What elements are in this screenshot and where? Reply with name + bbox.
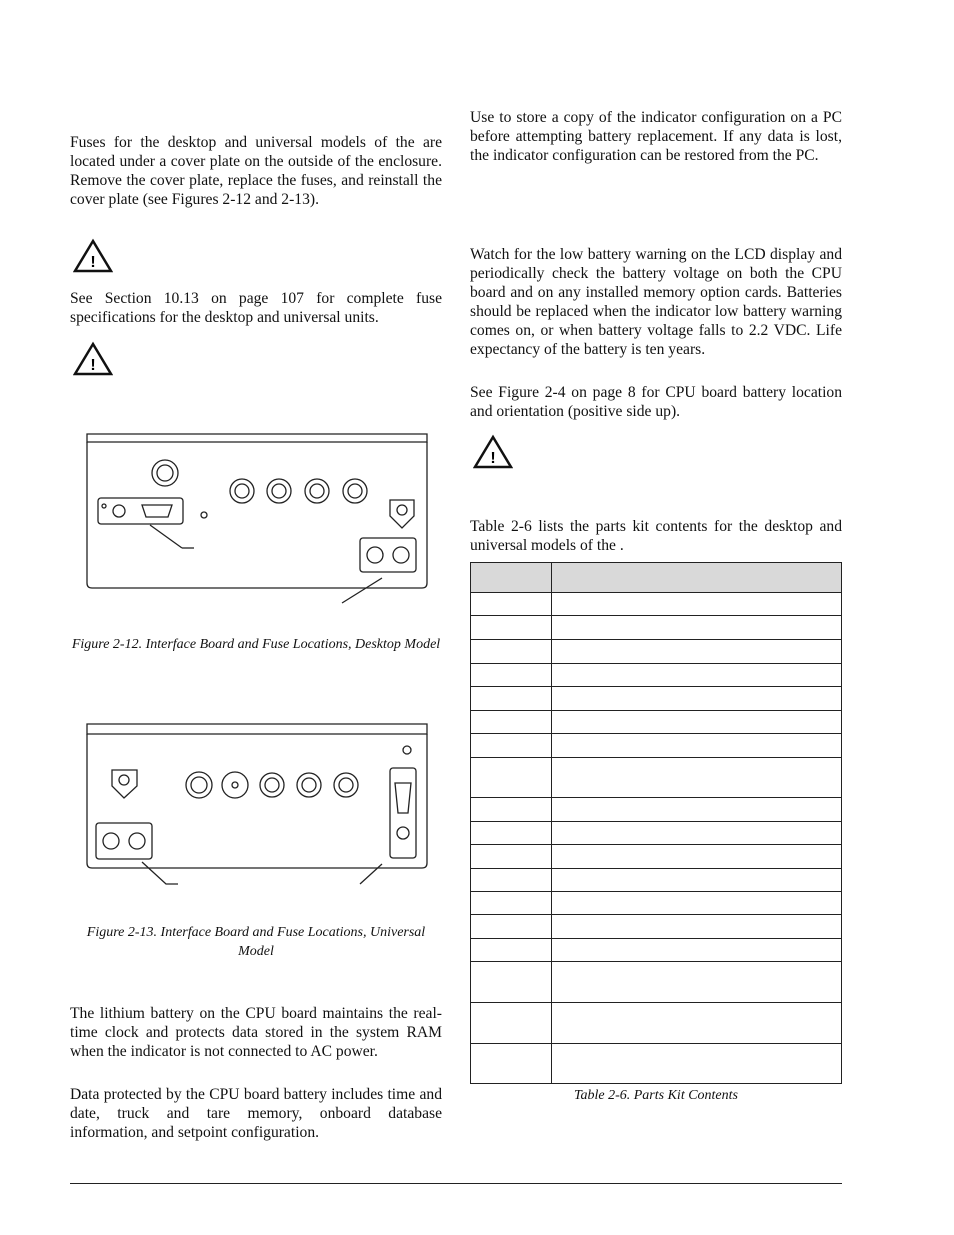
- desktop-model-figure: [82, 428, 432, 608]
- table-cell: [552, 593, 842, 616]
- table-row: [471, 1003, 842, 1044]
- table-cell: [471, 822, 552, 845]
- table-cell: [552, 616, 842, 640]
- table-cell: [471, 664, 552, 687]
- table-cell: [552, 962, 842, 1003]
- low-battery-paragraph: Watch for the low battery warning on the LCD display and periodically check the battery voltage on both the CPU board and on any installed memory option cards. Batteries should be replaced when the indicator low battery warning comes on, or when battery voltage falls to 2.2 VDC. Life expectancy of the battery is ten years.: [470, 246, 842, 358]
- table-intro-paragraph: Table 2-6 lists the parts kit contents for the desktop and universal models of the .: [470, 518, 842, 554]
- table-cell: [471, 939, 552, 962]
- use-paragraph: Use to store a copy of the indicator configuration on a PC before attempting battery replacement. If any data is lost, the indicator configuration can be restored from the PC.: [470, 109, 842, 164]
- table-cell: [552, 798, 842, 822]
- table-cell: [552, 734, 842, 758]
- table-cell: [471, 892, 552, 915]
- table-cell: [552, 892, 842, 915]
- table-cell: [552, 869, 842, 892]
- table-row: [471, 758, 842, 798]
- table-row: [471, 915, 842, 939]
- table-row: [471, 869, 842, 892]
- svg-text:!: !: [490, 450, 496, 467]
- warning-icon: [473, 434, 513, 470]
- table-row: [471, 822, 842, 845]
- table-2-6-caption: Table 2-6. Parts Kit Contents: [573, 1088, 738, 1103]
- table-header-cell: [552, 563, 842, 593]
- table-cell: [552, 939, 842, 962]
- warning-icon: [73, 341, 113, 377]
- table-cell: [471, 593, 552, 616]
- lithium-battery-paragraph: The lithium battery on the CPU board maintains the real-time clock and protects data stored in the system RAM when the indicator is not connected to AC power.: [70, 1005, 442, 1060]
- table-cell: [471, 616, 552, 640]
- table-cell: [552, 758, 842, 798]
- table-row: [471, 798, 842, 822]
- svg-text:!: !: [90, 357, 96, 374]
- table-cell: [471, 798, 552, 822]
- parts-kit-table: [470, 562, 842, 1084]
- table-cell: [471, 845, 552, 869]
- fuse-spec-paragraph: See Section 10.13 on page 107 for complete fuse specifications for the desktop and universal units.: [70, 290, 442, 326]
- svg-text:!: !: [90, 254, 96, 271]
- table-cell: [471, 1003, 552, 1044]
- table-row: [471, 939, 842, 962]
- table-cell: [552, 664, 842, 687]
- table-cell: [552, 845, 842, 869]
- table-row: [471, 593, 842, 616]
- protected-data-paragraph: Data protected by the CPU board battery includes time and date, truck and tare memory, onboard database information, and setpoint configuration.: [70, 1086, 442, 1141]
- warning-icon: [73, 238, 113, 274]
- table-cell: [552, 1044, 842, 1084]
- table-cell: [552, 640, 842, 664]
- table-cell: [471, 758, 552, 798]
- table-cell: [471, 1044, 552, 1084]
- table-cell: [471, 734, 552, 758]
- table-row: [471, 664, 842, 687]
- table-cell: [471, 711, 552, 734]
- table-row: [471, 711, 842, 734]
- figure-2-12-caption: Figure 2-12. Interface Board and Fuse Locations, Desktop Model: [71, 637, 441, 652]
- table-cell: [471, 869, 552, 892]
- table-row: [471, 892, 842, 915]
- table-row: [471, 1044, 842, 1084]
- table-row: [471, 962, 842, 1003]
- table-cell: [471, 687, 552, 711]
- table-row: [471, 845, 842, 869]
- table-header-row: [471, 563, 842, 593]
- table-cell: [471, 962, 552, 1003]
- table-row: [471, 640, 842, 664]
- figure-2-13-caption: Figure 2-13. Interface Board and Fuse Locations, Universal Model: [86, 925, 426, 959]
- table-cell: [471, 915, 552, 939]
- table-cell: [552, 687, 842, 711]
- figure-reference-paragraph: See Figure 2-4 on page 8 for CPU board battery location and orientation (positive side up).: [470, 384, 842, 420]
- universal-model-figure: [82, 718, 432, 888]
- table-cell: [552, 822, 842, 845]
- table-cell: [552, 1003, 842, 1044]
- table-cell: [552, 711, 842, 734]
- table-cell: [552, 915, 842, 939]
- table-body: [471, 593, 842, 1084]
- table-row: [471, 616, 842, 640]
- table-row: [471, 687, 842, 711]
- table-cell: [471, 640, 552, 664]
- table-header-cell: [471, 563, 552, 593]
- table-row: [471, 734, 842, 758]
- footer-rule: [70, 1183, 842, 1184]
- fuses-paragraph: Fuses for the desktop and universal models of the are located under a cover plate on the outside of the enclosure. Remove the cover plate, replace the fuses, and reinstall the cover plate (see Figures 2-12 and 2-13).: [70, 134, 442, 208]
